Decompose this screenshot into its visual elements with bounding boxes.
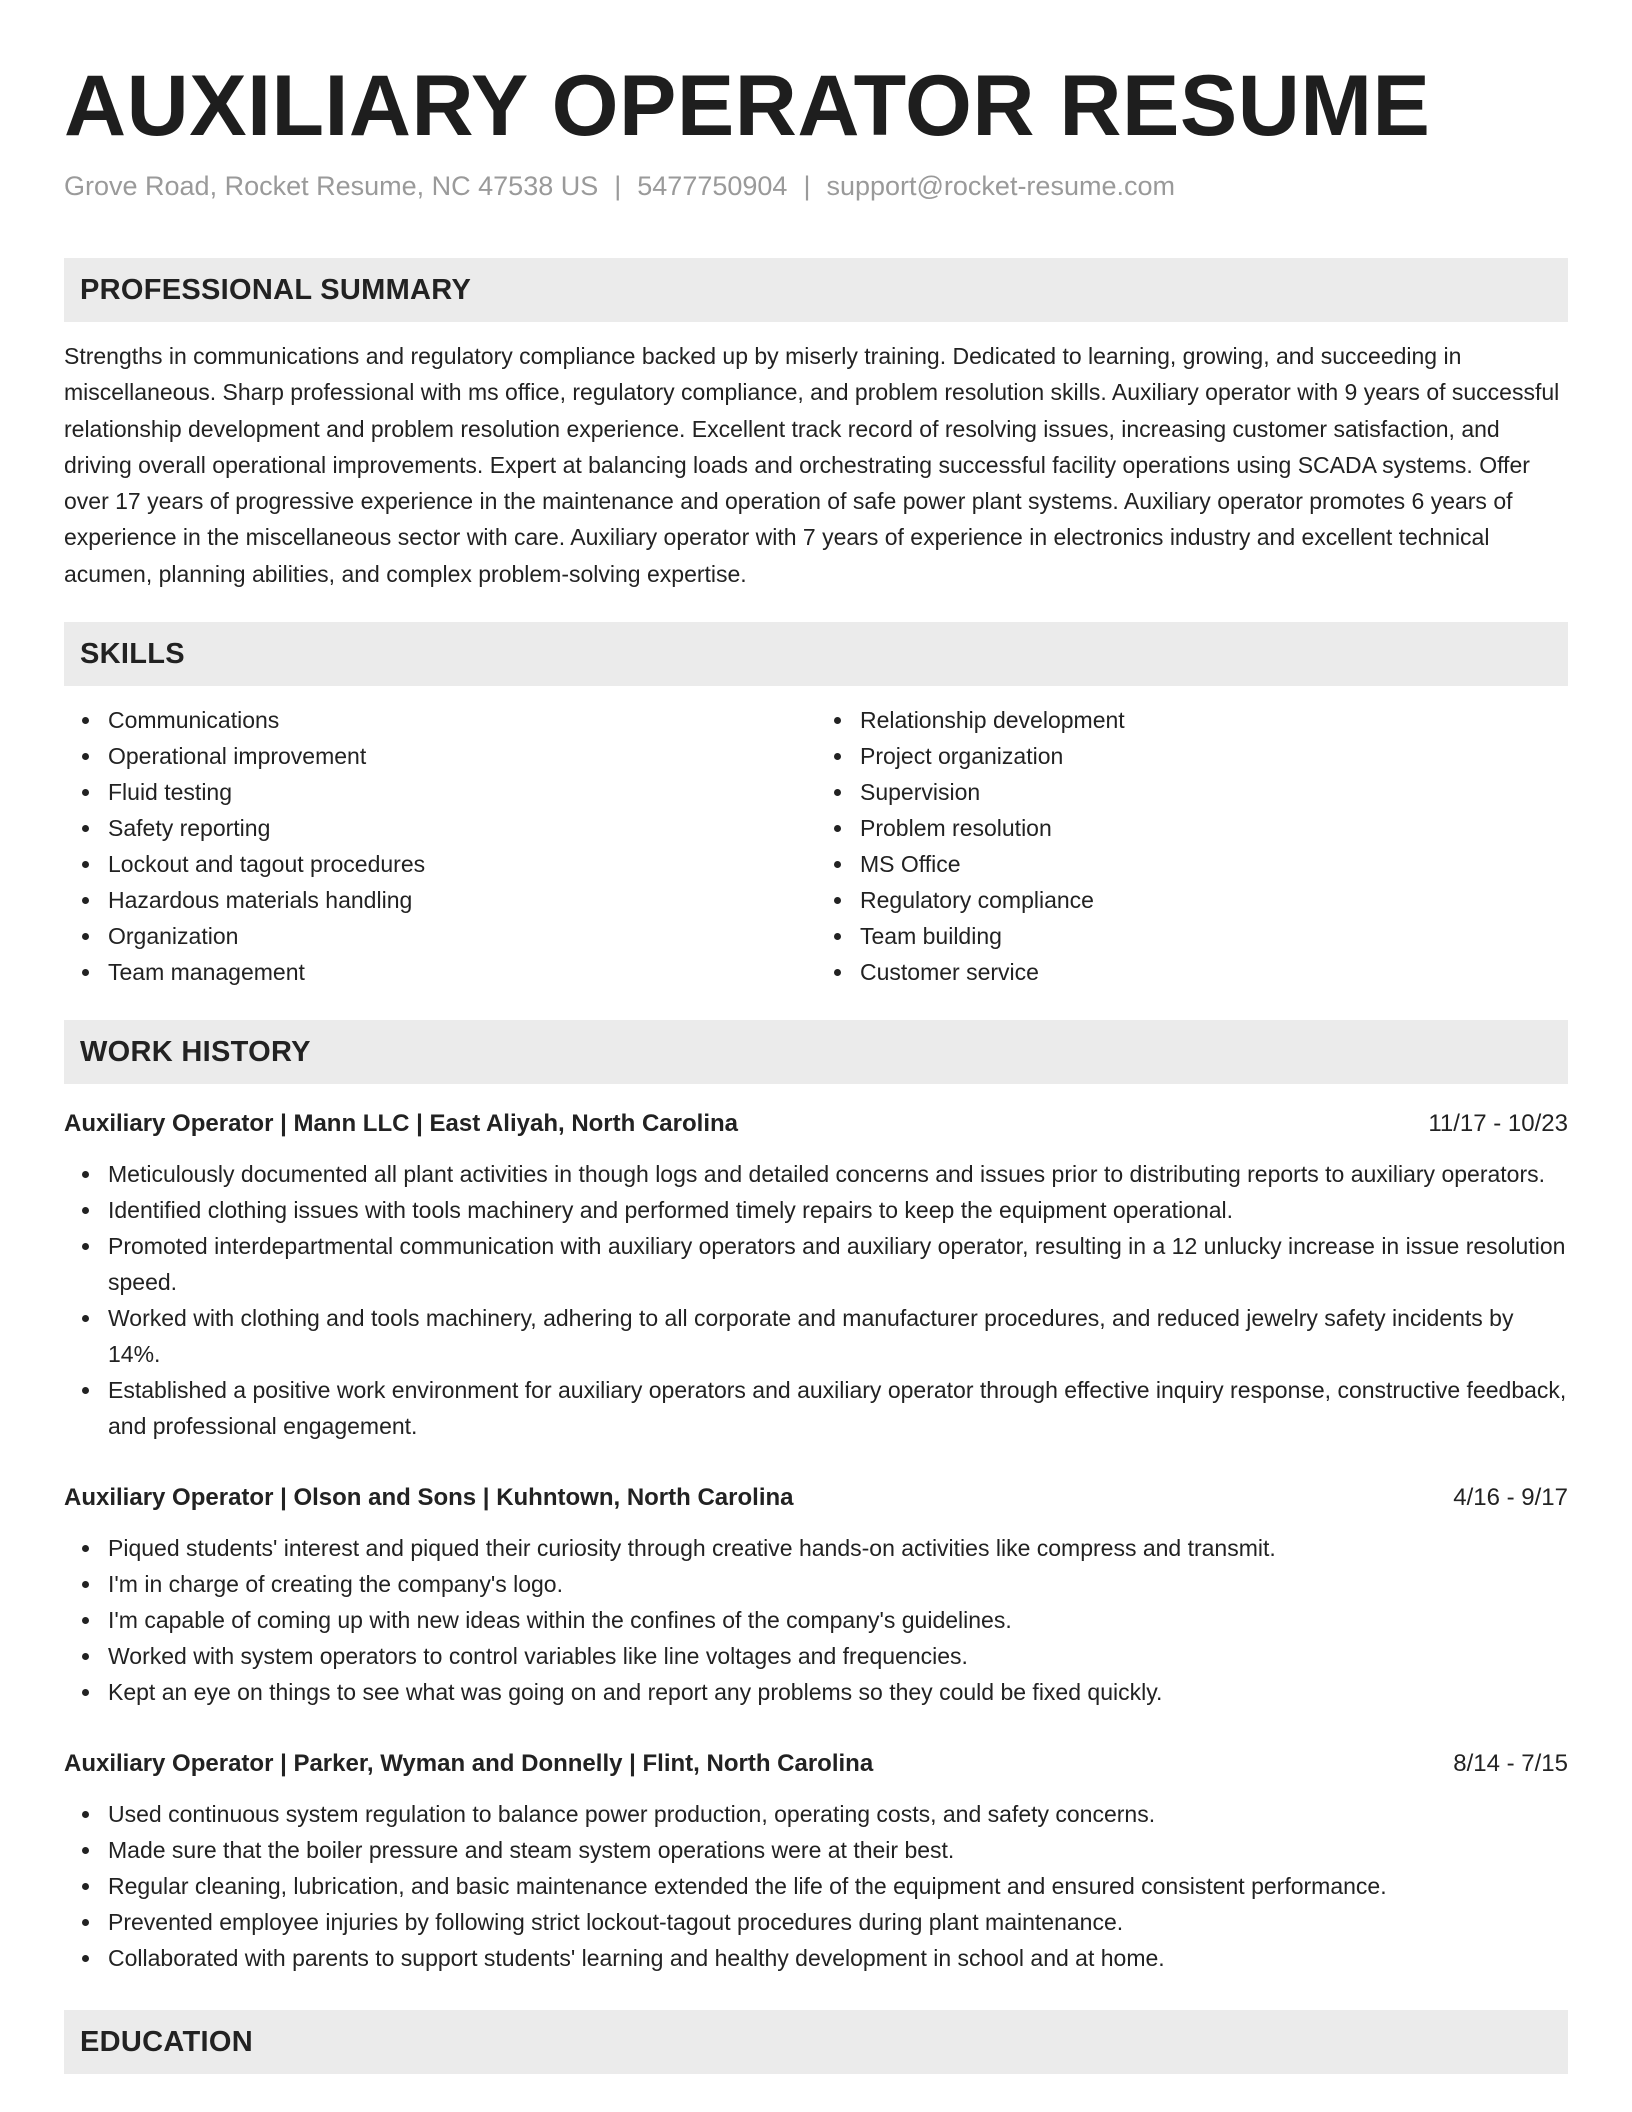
skill-item: Lockout and tagout procedures bbox=[108, 846, 816, 882]
job-dates: 4/16 - 9/17 bbox=[1453, 1484, 1568, 1512]
skill-item: Supervision bbox=[860, 774, 1568, 810]
job-bullet: Regular cleaning, lubrication, and basic maintenance extended the life of the equipment and ensured consistent performance. bbox=[108, 1868, 1568, 1904]
job-bullet: Prevented employee injuries by following strict lockout-tagout procedures during plant maintenance. bbox=[108, 1904, 1568, 1940]
job-entry bbox=[64, 1106, 1568, 1444]
skill-item: Hazardous materials handling bbox=[108, 882, 816, 918]
job-bullet: Promoted interdepartmental communication with auxiliary operators and auxiliary operator, resulting in a 12 unlucky increase in issue resolution speed. bbox=[108, 1228, 1568, 1300]
job-bullet: Piqued students' interest and piqued their curiosity through creative hands-on activities like compress and transmit. bbox=[108, 1530, 1568, 1566]
contact-separator: | bbox=[614, 171, 622, 201]
section-header-professional-summary: PROFESSIONAL SUMMARY bbox=[64, 258, 1568, 322]
resume-page bbox=[64, 0, 1568, 2074]
summary-paragraph: Strengths in communications and regulatory compliance backed up by miserly training. Dedicated to learning, growing, and succeeding in miscellaneous. Sharp professional with ms office, regulatory compliance, and problem resolution skills. Auxiliary operator with 9 years of successful relationship development and problem resolution experience. Excellent track record of resolving issues, increasing customer satisfaction, and driving overall operational improvements. Expert at balancing loads and orchestrating successful facility operations using SCADA systems. Offer over 17 years of progressive experience in the maintenance and operation of safe power plant systems. Auxiliary operator promotes 6 years of experience in the miscellaneous sector with care. Auxiliary operator with 7 years of experience in electronics industry and excellent technical acumen, planning abilities, and complex problem-solving expertise. bbox=[64, 343, 1560, 587]
skill-item: Customer service bbox=[860, 954, 1568, 990]
job-bullet: Worked with clothing and tools machinery, adhering to all corporate and manufacturer procedures, and reduced jewelry safety incidents by 14%. bbox=[108, 1300, 1568, 1372]
skill-item: Safety reporting bbox=[108, 810, 816, 846]
resume-title: AUXILIARY OPERATOR RESUME bbox=[64, 58, 1431, 154]
job-bullet: Made sure that the boiler pressure and steam system operations were at their best. bbox=[108, 1832, 1568, 1868]
job-header bbox=[64, 1106, 1568, 1142]
job-title: Auxiliary Operator | Parker, Wyman and Donnelly | Flint, North Carolina bbox=[64, 1750, 874, 1778]
job-dates: 8/14 - 7/15 bbox=[1453, 1750, 1568, 1778]
contact-phone: 5477750904 bbox=[637, 171, 788, 201]
skills-column-right bbox=[816, 702, 1568, 990]
skill-item: Organization bbox=[108, 918, 816, 954]
skill-item: Communications bbox=[108, 702, 816, 738]
job-title: Auxiliary Operator | Mann LLC | East Aliyah, North Carolina bbox=[64, 1110, 738, 1138]
contact-email: support@rocket-resume.com bbox=[826, 171, 1175, 201]
skills-list bbox=[64, 702, 1568, 990]
skill-item: Project organization bbox=[860, 738, 1568, 774]
job-bullet-list bbox=[64, 1796, 1568, 1976]
job-header bbox=[64, 1480, 1568, 1516]
job-bullet: Meticulously documented all plant activities in though logs and detailed concerns and issues prior to distributing reports to auxiliary operators. bbox=[108, 1156, 1568, 1192]
contact-line bbox=[64, 168, 1568, 204]
skill-item: MS Office bbox=[860, 846, 1568, 882]
contact-separator: | bbox=[803, 171, 811, 201]
job-bullet: Established a positive work environment for auxiliary operators and auxiliary operator through effective inquiry response, constructive feedback, and professional engagement. bbox=[108, 1372, 1568, 1444]
skill-item: Operational improvement bbox=[108, 738, 816, 774]
skill-item: Regulatory compliance bbox=[860, 882, 1568, 918]
job-header bbox=[64, 1746, 1568, 1782]
job-bullet: Used continuous system regulation to balance power production, operating costs, and safety concerns. bbox=[108, 1796, 1568, 1832]
section-header-work-history: WORK HISTORY bbox=[64, 1020, 1568, 1084]
skills-column-left bbox=[64, 702, 816, 990]
job-bullet: Worked with system operators to control variables like line voltages and frequencies. bbox=[108, 1638, 1568, 1674]
section-header-education: EDUCATION bbox=[64, 2010, 1568, 2074]
job-title: Auxiliary Operator | Olson and Sons | Kuhntown, North Carolina bbox=[64, 1484, 794, 1512]
job-bullet: I'm in charge of creating the company's logo. bbox=[108, 1566, 1568, 1602]
job-bullet-list bbox=[64, 1530, 1568, 1710]
job-dates: 11/17 - 10/23 bbox=[1428, 1110, 1568, 1138]
skill-item: Problem resolution bbox=[860, 810, 1568, 846]
job-entry bbox=[64, 1746, 1568, 1976]
skill-item: Relationship development bbox=[860, 702, 1568, 738]
job-entry bbox=[64, 1480, 1568, 1710]
skill-item: Team management bbox=[108, 954, 816, 990]
contact-address: Grove Road, Rocket Resume, NC 47538 US bbox=[64, 171, 599, 201]
skill-item: Fluid testing bbox=[108, 774, 816, 810]
skill-item: Team building bbox=[860, 918, 1568, 954]
section-header-skills: SKILLS bbox=[64, 622, 1568, 686]
job-bullet: Identified clothing issues with tools machinery and performed timely repairs to keep the equipment operational. bbox=[108, 1192, 1568, 1228]
job-bullet-list bbox=[64, 1156, 1568, 1444]
job-bullet: I'm capable of coming up with new ideas within the confines of the company's guidelines. bbox=[108, 1602, 1568, 1638]
job-bullet: Collaborated with parents to support students' learning and healthy development in school and at home. bbox=[108, 1940, 1568, 1976]
job-bullet: Kept an eye on things to see what was going on and report any problems so they could be fixed quickly. bbox=[108, 1674, 1568, 1710]
